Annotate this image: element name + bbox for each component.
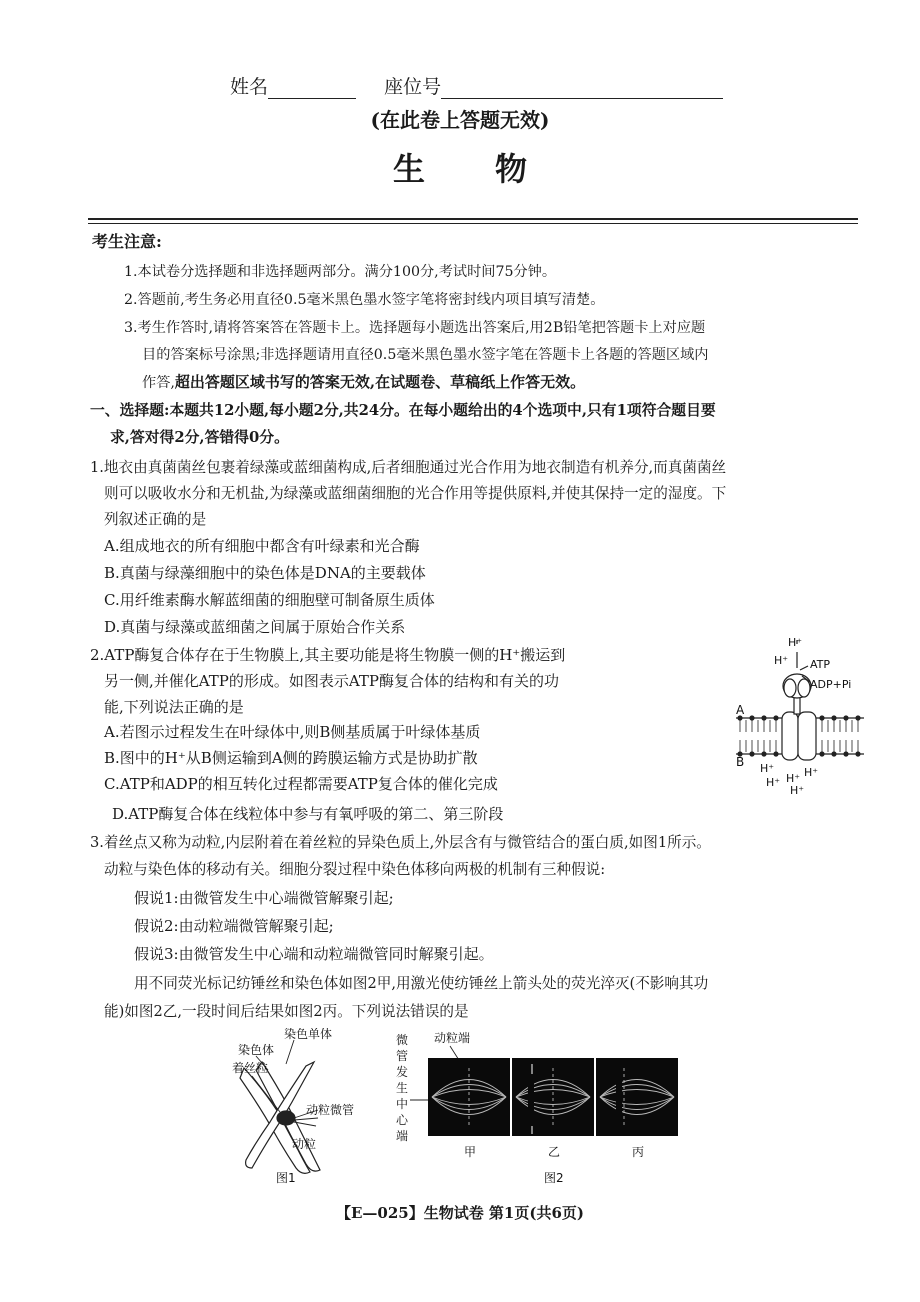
name-label: 姓名 [230, 76, 269, 98]
q3-stem: 动粒与染色体的移动有关。细胞分裂过程中染色体移向两极的机制有三种假说: [104, 861, 606, 878]
panel-label: 丙 [632, 1145, 645, 1159]
notice-item: 2.答题前,考生务必用直径0.5毫米黑色墨水签字笔将密封线内项目填写清楚。 [124, 292, 605, 308]
centromere-label: 着丝粒 [232, 1061, 269, 1075]
q1-stem: 则可以吸收水分和无机盐,为绿藻或蓝细菌细胞的光合作用等提供原料,并使其保持一定的湿度。下 [104, 485, 727, 502]
complex-left-unit [782, 712, 798, 760]
panel-label: 甲 [464, 1145, 477, 1159]
figure-2-caption: 图2 [544, 1171, 564, 1185]
side-label-char: 心 [396, 1113, 409, 1127]
figure-1-caption: 图1 [276, 1171, 296, 1185]
page-footer: 【E—025】生物试卷 第1页(共6页) [335, 1204, 585, 1222]
q2-option-c: C.ATP和ADP的相互转化过程都需要ATP复合体的催化完成 [104, 775, 498, 793]
q2-stem: 2.ATP酶复合体存在于生物膜上,其主要功能是将生物膜一侧的H⁺搬运到 [90, 646, 566, 664]
h-plus-label: H⁺ [786, 772, 801, 785]
panel-label: 乙 [548, 1145, 561, 1159]
q2-option-a: A.若图示过程发生在叶绿体中,则B侧基质属于叶绿体基质 [104, 723, 481, 741]
q1-stem: 1.地衣由真菌菌丝包裹着绿藻或蓝细菌构成,后者细胞通过光合作用为地衣制造有机养分,而真菌菌丝 [90, 459, 727, 476]
q2-stem: 另一侧,并催化ATP的形成。如图表示ATP酶复合体的结构和有关的功 [104, 672, 559, 690]
side-label-char: 发 [396, 1065, 409, 1079]
figure-1-chromosome [222, 1028, 382, 1188]
q3-hypothesis: 假说3:由微管发生中心端和动粒端微管同时解聚引起。 [134, 945, 494, 963]
q1-option-d: D.真菌与绿藻或蓝细菌之间属于原始合作关系 [104, 618, 406, 636]
q1-stem: 列叙述正确的是 [104, 511, 207, 528]
notice-text: 作答, [142, 375, 175, 391]
chromosome-label: 染色体 [238, 1043, 275, 1057]
side-label-char: 生 [396, 1081, 409, 1095]
seat-label: 座位号 [384, 76, 442, 98]
side-label-char: 端 [396, 1129, 409, 1143]
kinetochore-mt-label: 动粒微管 [306, 1103, 355, 1117]
h-plus-label: H⁺ [788, 636, 803, 649]
chromatid-label: 染色单体 [284, 1028, 333, 1041]
side-label-char: 管 [396, 1049, 409, 1063]
atp-label: ATP [810, 658, 831, 671]
h-plus-label: H⁺ [774, 654, 789, 667]
divider-thin [88, 223, 858, 224]
complex-right-unit [798, 712, 816, 760]
page-title: 生物 [392, 150, 597, 188]
kinetochore-label: 动粒 [292, 1137, 317, 1151]
section-heading-cont: 求,答对得2分,答错得0分。 [110, 429, 289, 446]
q3-stem-tail: 用不同荧光标记纺锤丝和染色体如图2甲,用激光使纺锤丝上箭头处的荧光淬灭(不影响其功 [134, 975, 709, 992]
q2-stem: 能,下列说法正确的是 [104, 698, 244, 716]
panel-yi [512, 1058, 594, 1136]
q2-option-d: D.ATP酶复合体在线粒体中参与有氧呼吸的第二、第三阶段 [112, 805, 504, 823]
panel-bing [596, 1058, 678, 1136]
section-heading: 一、选择题:本题共12小题,每小题2分,共24分。在每小题给出的4个选项中,只有1项符合题目要 [90, 402, 716, 419]
divider [88, 218, 858, 220]
panel-jia [428, 1058, 510, 1136]
invalid-note: (在此卷上答题无效) [370, 108, 550, 132]
notice-item: 3.考生作答时,请将答案答在答题卡上。选择题每小题选出答案后,用2B铅笔把答题卡上对应题 [124, 320, 706, 336]
q3-hypothesis: 假说2:由动粒端微管解聚引起; [134, 917, 334, 935]
q3-hypothesis: 假说1:由微管发生中心端微管解聚引起; [134, 889, 394, 907]
notice-emphasis: 超出答题区域书写的答案无效,在试题卷、草稿纸上作答无效。 [174, 373, 586, 391]
notice-item: 1.本试卷分选择题和非选择题两部分。满分100分,考试时间75分钟。 [124, 264, 557, 280]
seat-blank [441, 80, 723, 99]
exam-header [230, 72, 723, 99]
side-a-label: A [736, 703, 745, 717]
name-blank [268, 80, 356, 99]
h-plus-label: H⁺ [790, 784, 805, 797]
q3-stem: 3.着丝点又称为动粒,内层附着在着丝粒的异染色质上,外层含有与微管结合的蛋白质,如图1所示。 [90, 834, 711, 851]
side-b-label: B [736, 755, 745, 769]
adp-pi-label: ADP+Pi [810, 678, 852, 691]
q1-option-a: A.组成地衣的所有细胞中都含有叶绿素和光合酶 [104, 537, 420, 555]
centromere-dot [277, 1111, 295, 1125]
notice-item: 目的答案标号涂黑;非选择题请用直径0.5毫米黑色墨水签字笔在答题卡上各题的答题区域内 [142, 347, 709, 363]
q2-option-b: B.图中的H⁺从B侧运输到A侧的跨膜运输方式是协助扩散 [104, 749, 478, 767]
side-label-char: 微 [396, 1033, 409, 1047]
h-plus-label: H⁺ [760, 762, 775, 775]
side-label-char: 中 [396, 1097, 409, 1111]
figure-2-spindle [394, 1028, 694, 1194]
q3-stem-tail: 能)如图2乙,一段时间后结果如图2丙。下列说法错误的是 [104, 1003, 469, 1020]
kinetochore-end-label: 动粒端 [434, 1031, 471, 1045]
notice-item-last [142, 372, 585, 393]
h-plus-label: H⁺ [766, 776, 781, 789]
q1-option-c: C.用纤维素酶水解蓝细菌的细胞壁可制备原生质体 [104, 591, 435, 609]
notice-heading: 考生注意: [92, 232, 162, 251]
atp-synthase-figure [730, 632, 870, 800]
h-plus-label: H⁺ [804, 766, 819, 779]
q1-option-b: B.真菌与绿藻细胞中的染色体是DNA的主要载体 [104, 564, 426, 582]
